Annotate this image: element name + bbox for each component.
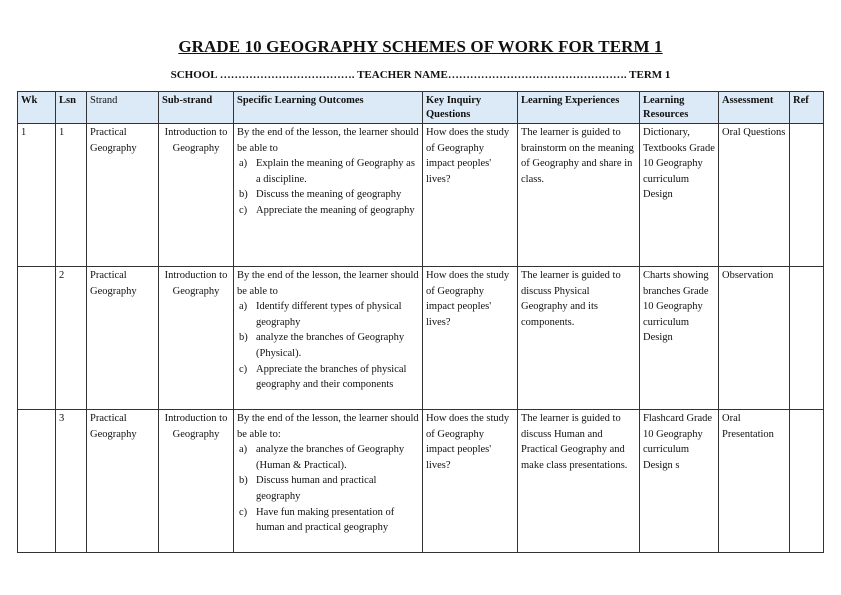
cell-strand: Practical Geography	[87, 410, 159, 553]
list-item	[237, 505, 419, 536]
list-item	[237, 187, 419, 203]
header-assessment: Assessment	[719, 92, 790, 124]
list-marker: c)	[239, 204, 248, 216]
header-strand: Strand	[87, 92, 159, 124]
list-text: Identify different types of physical geography	[256, 301, 402, 328]
cell-ref	[790, 410, 824, 553]
table-row	[18, 124, 824, 267]
cell-ref	[790, 267, 824, 410]
page-title: GRADE 10 GEOGRAPHY SCHEMES OF WORK FOR TERM 1	[178, 37, 663, 56]
list-item	[237, 203, 419, 219]
list-item	[237, 442, 419, 473]
cell-strand: Practical Geography	[87, 124, 159, 267]
cell-strand: Practical Geography	[87, 267, 159, 410]
header-lsn: Lsn	[56, 92, 87, 124]
cell-assessment: Oral Presentation	[719, 410, 790, 553]
list-marker: b)	[239, 189, 248, 201]
header-resources: Learning Resources	[640, 92, 719, 124]
cell-wk: 1	[18, 124, 56, 267]
list-text: Explain the meaning of Geography as a discipline.	[256, 158, 415, 185]
cell-assessment: Observation	[719, 267, 790, 410]
header-slo: Specific Learning Outcomes	[234, 92, 423, 124]
cell-wk	[18, 410, 56, 553]
schemes-table	[17, 91, 824, 553]
cell-slo	[234, 410, 423, 553]
header-sub-strand: Sub-strand	[159, 92, 234, 124]
list-item	[237, 330, 419, 361]
list-text: Appreciate the branches of physical geography and their components	[256, 363, 407, 391]
cell-experiences: The learner is guided to brainstorm on the meaning of Geography and share in class.	[518, 124, 640, 267]
list-marker: a)	[239, 301, 248, 313]
slo-list	[237, 156, 419, 218]
list-marker: a)	[239, 158, 248, 170]
school-teacher-line: SCHOOL ………………………………. TEACHER NAME…………………………………………. TERM 1	[170, 69, 671, 81]
list-marker: a)	[239, 444, 248, 456]
header-wk: Wk	[18, 92, 56, 124]
cell-slo	[234, 267, 423, 410]
cell-wk	[18, 267, 56, 410]
header-ref: Ref	[790, 92, 824, 124]
slo-intro: By the end of the lesson, the learner should be able to	[237, 270, 419, 297]
cell-kiq: How does the study of Geography impact peoples' lives?	[423, 267, 518, 410]
list-item	[237, 362, 419, 393]
cell-lsn: 3	[56, 410, 87, 553]
cell-sub-strand: Introduction to Geography	[159, 410, 234, 553]
list-marker: c)	[239, 506, 248, 518]
cell-experiences: The learner is guided to discuss Physical Geography and its components.	[518, 267, 640, 410]
table-row	[18, 267, 824, 410]
header-experiences: Learning Experiences	[518, 92, 640, 124]
cell-kiq: How does the study of Geography impact peoples' lives?	[423, 410, 518, 553]
slo-intro: By the end of the lesson, the learner should be able to:	[237, 413, 419, 440]
list-text: Have fun making presentation of human and practical geography	[256, 506, 395, 534]
cell-resources: Dictionary, Textbooks Grade 10 Geography curriculum Design	[640, 124, 719, 267]
list-item	[237, 473, 419, 504]
header-kiq: Key Inquiry Questions	[423, 92, 518, 124]
slo-list	[237, 442, 419, 536]
cell-resources: Charts showing branches Grade 10 Geography curriculum Design	[640, 267, 719, 410]
cell-experiences: The learner is guided to discuss Human and Practical Geography and make class presentations.	[518, 410, 640, 553]
list-item	[237, 299, 419, 330]
slo-list	[237, 299, 419, 393]
slo-intro: By the end of the lesson, the learner should be able to	[237, 127, 419, 154]
list-text: Appreciate the meaning of geography	[256, 204, 415, 216]
cell-resources: Flashcard Grade 10 Geography curriculum Design s	[640, 410, 719, 553]
cell-sub-strand: Introduction to Geography	[159, 124, 234, 267]
cell-kiq: How does the study of Geography impact peoples' lives?	[423, 124, 518, 267]
cell-slo	[234, 124, 423, 267]
list-marker: b)	[239, 475, 248, 487]
header-row	[18, 92, 824, 124]
list-marker: c)	[239, 363, 248, 375]
list-item	[237, 156, 419, 187]
table-row	[18, 410, 824, 553]
cell-ref	[790, 124, 824, 267]
cell-sub-strand: Introduction to Geography	[159, 267, 234, 410]
list-marker: b)	[239, 332, 248, 344]
list-text: analyze the branches of Geography (Human & Practical).	[256, 444, 405, 471]
cell-lsn: 2	[56, 267, 87, 410]
list-text: Discuss human and practical geography	[256, 475, 377, 502]
list-text: analyze the branches of Geography (Physical).	[256, 332, 405, 359]
cell-lsn: 1	[56, 124, 87, 267]
list-text: Discuss the meaning of geography	[256, 189, 402, 201]
cell-assessment: Oral Questions	[719, 124, 790, 267]
